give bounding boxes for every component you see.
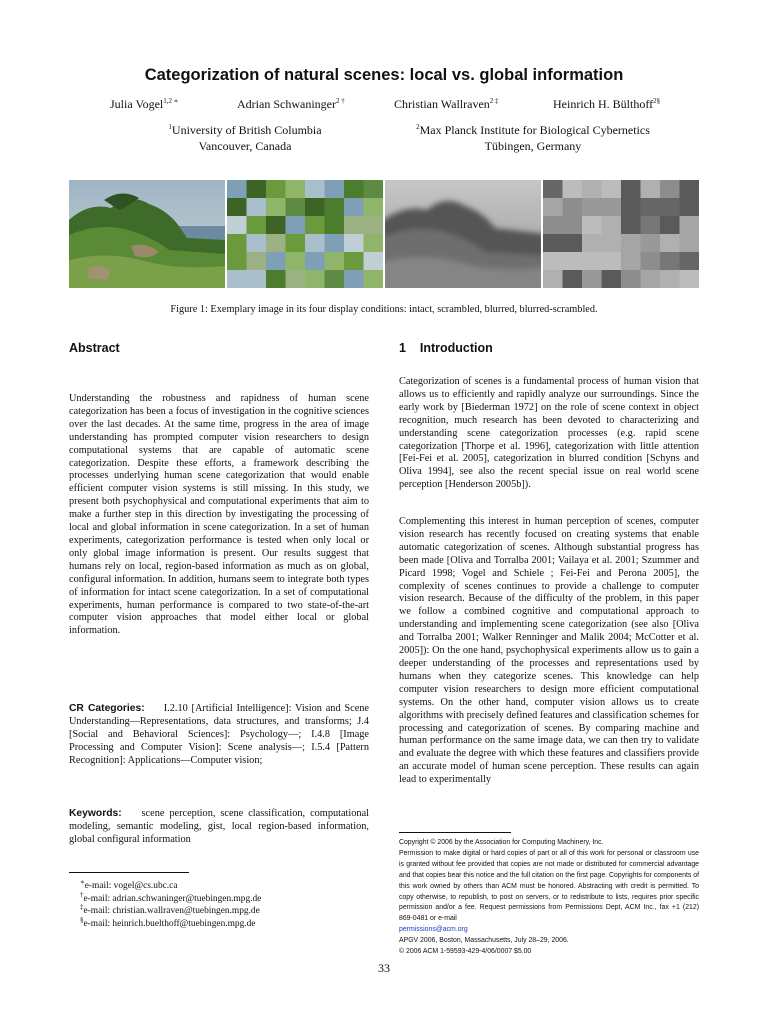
abstract-text: Understanding the robustness and rapidness of human scene categorization has been a focus of investigation in the cognitive sciences over the last decades. At the same time, progress in the area of image understanding has prompted computer vision researchers to design computational systems that are capable of automatic scene categorization. Despite these efforts, a framework describing the processes underlying human scene categorization that would enable efficient computer vision systems is still missing. In this study, we present both psychophysical and computational experiments that aim to make a further step in this direction by investigating the processing of local and global information in scene categorization. In a set of human experiments, categorization performance is tested when only local or only global image information is present. Our results suggest that humans rely on local, region-based information as much as on global, configural information. In addition, humans seem to integrate both types of information for intact scene categorization. In a set of computational experiments, human performance is compared to two state-of-the-art computer vision approaches that model either local or global information. bbox=[69, 393, 369, 637]
figure-intact-image bbox=[69, 180, 225, 288]
figure-scrambled-image bbox=[227, 180, 383, 288]
paper-title: Categorization of natural scenes: local vs. global information bbox=[144, 66, 624, 84]
cr-categories: CR Categories: I.2.10 [Artificial Intelligence]: Vision and Scene Understanding—Representations, data structures, and transforms; J.4 [Social and Behavioral Sciences]: Psychology—; I.4.8 [Image Processing and Computer Vision]: Scene analysis—; I.5.4 [Pattern Recognition]: Applications—Computer vision; bbox=[69, 703, 369, 766]
figure-blurred-scrambled-image bbox=[543, 180, 699, 288]
affiliation-2: $^2$Max Planck Institute for Biological Cybernetics Tübingen, Germany bbox=[416, 123, 650, 153]
figure-caption: Figure 1: Exemplary image in its four display conditions: intact, scrambled, blurred, blurred-scrambled. bbox=[170, 304, 598, 315]
email-footnote: ‡e-mail: christian.wallraven@tuebingen.mpg.de bbox=[80, 902, 260, 916]
abstract-heading: Abstract bbox=[69, 341, 120, 355]
author-3: Christian Wallraven$^{2 \ddagger}$ bbox=[394, 97, 499, 111]
introduction-paragraph-2: Complementing this interest in human perception of scenes, computer vision research has recently focused on creating systems that enable automatic categorization of scenes. Although substantial progress has been made [Oliva and Torralba 2001; Vailaya et al. 2001; Szummer and Picard 1998; Vogel and Schiele ; Fei-Fei and Perona 2005], the complexity of scenes continues to provide a challenge to computer vision research. Because of the difficulty of the problem, in this paper we follow a combined cognitive and computational approach to understanding and implementing scene categorization (see also [Oliva and Torralba 2001; Walker Renninger and Malik 2004; McCotter et al. 2005]): On the one hand, psychophysical experiments allow us to gain a deeper understanding of the processes and representations used by humans when they categorize scenes. This knowledge can help computer vision researchers to design more efficient computational systems. On the other hand, computer vision allows us to create algorithms with precisely defined features and classification schemes for processing and categorization of scenes. By comparing machine and human performance on the same image data, we can then try to validate and evaluate the degree with which these features and classifiers provide an accurate model of human scene perception. These results can again lead to experimentally bbox=[399, 516, 699, 786]
introduction-paragraph-1: Categorization of scenes is a fundamental process of human vision that allows us to efficiently and rapidly analyze our surroundings. Since the early work by [Biederman 1972] on the role of scene context in object recognition, much research has been devoted to characterizing and understanding scene categorization processes (e.g. rapid scene categorization [Thorpe et al. 1996], categorization with little attention [Fei-Fei et al. 2005], categorization in blurred condition [Schyns and Oliva 1994], see also the recent special issue on real world scene perception [Henderson 2005b]). bbox=[399, 376, 699, 491]
page-number: 33 bbox=[378, 961, 390, 975]
email-footnote: †e-mail: adrian.schwaninger@tuebingen.mpg.de bbox=[80, 890, 262, 904]
keywords: Keywords: scene perception, scene classification, computational modeling, semantic modeling, gist, local region-based information, global configural information bbox=[69, 808, 369, 845]
author-4: Heinrich H. Bülthoff$^{2\S}$ bbox=[553, 97, 661, 111]
copyright-notice: Copyright © 2006 by the Association for Computing Machinery, Inc. Permission to make digital or hard copies of part or all of this work for personal or classroom use is granted without fee provided that copies are not made or distributed for commercial advantage and that copies bear this notice and the full citation on the first page. Copyrights for components of this work owned by others than ACM must be honored. Abstracting with credit is permitted. To copy otherwise, to republish, to post on servers, or to redistribute to lists, requires prior specific permission and/or a fee. Request permissions from Permissions Dept, ACM Inc., fax +1 (212) 869-0481 or e-mail permissions@acm.org APGV 2006, Boston, Massachusetts, July 28–29, 2006. © 2006 ACM 1-59593-429-4/06/0007 $5.00 bbox=[399, 839, 699, 956]
email-footnote: ∗e-mail: vogel@cs.ubc.ca bbox=[80, 877, 178, 891]
author-1: Julia Vogel$^{1,2 ∗}$ bbox=[110, 97, 179, 111]
email-footnote: §e-mail: heinrich.buelthoff@tuebingen.mpg.de bbox=[80, 915, 256, 929]
email-footnotes bbox=[80, 877, 262, 930]
author-2: Adrian Schwaninger$^{2 \dagger}$ bbox=[237, 97, 345, 111]
affiliation-1: $^1$University of British Columbia Vancouver, Canada bbox=[168, 123, 322, 153]
introduction-heading: 1 Introduction bbox=[399, 341, 493, 355]
copyright-rule bbox=[399, 832, 511, 833]
footnote-rule bbox=[69, 872, 189, 873]
figure-blurred-image bbox=[385, 180, 541, 288]
permissions-email-link[interactable]: permissions@acm.org bbox=[399, 926, 468, 934]
